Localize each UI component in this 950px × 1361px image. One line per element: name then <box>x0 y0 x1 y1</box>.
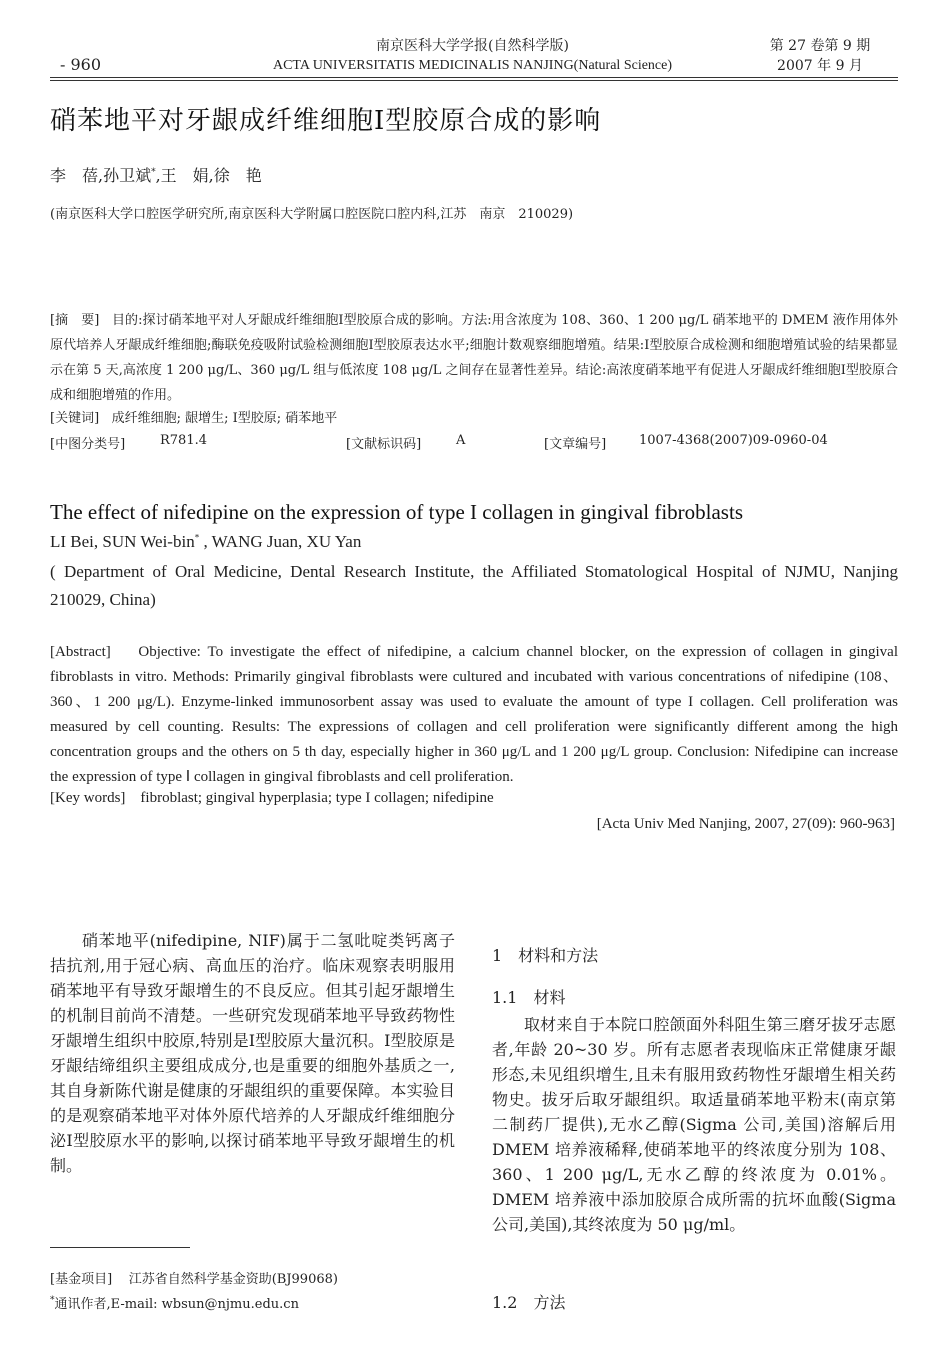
journal-title-cn: 南京医科大学学报(自然科学版) <box>376 38 569 54</box>
footnote-fund <box>50 1268 338 1287</box>
authors-cn <box>50 163 262 186</box>
fund-text: 江苏省自然科学基金资助(BJ99068) <box>128 1272 338 1287</box>
corr-text: 通讯作者,E-mail: wbsun@njmu.edu.cn <box>54 1297 299 1312</box>
section-heading-1-1: 1.1 材料 <box>492 988 566 1007</box>
affiliation-en: ( Department of Oral Medicine, Dental Research Institute, the Affiliated Stomatological Hospital of NJMU, Nanjing 210029, China) <box>50 562 898 609</box>
authors-cn-part-b: ,王 娟,徐 艳 <box>155 166 262 185</box>
clc-value: R781.4 <box>160 433 208 448</box>
header-rule-bottom <box>50 80 898 81</box>
doc-code-label: [文献标识码] <box>346 437 422 452</box>
page-number: - 960 <box>60 55 102 74</box>
corresponding-mark-en: * <box>194 532 200 543</box>
authors-en-part-b: , WANG Juan, XU Yan <box>199 532 362 551</box>
abstract-cn-text: 目的:探讨硝苯地平对人牙龈成纤维细胞Ⅰ型胶原合成的影响。方法:用含浓度为 108、360、1 200 μg/L 硝苯地平的 DMEM 液作用体外原代培养人牙龈成纤维细胞;酶联免疫吸附试验检测细胞Ⅰ型胶原表达水平;细胞计数观察细胞增殖。结果:Ⅰ型胶原合成检测和细胞增殖试验的结果都显示在第 5 天,高浓度 1 200 μg/L、360 μg/L 组与低浓度 108 μg/L 之间存在显著性差异。结论:高浓度硝苯地平有促进人牙龈成纤维细胞Ⅰ型胶原合成和细胞增殖的作用。 <box>50 313 898 403</box>
section-heading-1: 1 材料和方法 <box>492 946 599 965</box>
abstract-cn <box>50 308 898 408</box>
body-right-column <box>492 1012 896 1237</box>
materials-paragraph: 取材来自于本院口腔颌面外科阻生第三磨牙拔牙志愿者,年龄 20~30 岁。所有志愿者表现临床正常健康牙龈形态,未见组织增生,且未有服用致药物性牙龈增生相关药物史。拔牙后取牙龈组织。取适量硝苯地平粉末(南京第二制药厂提供),无水乙醇(Sigma 公司,美国)溶解后用 DMEM 培养液稀释,使硝苯地平的终浓度分别为 108、360、1 200 μg/L,无水乙醇的终浓度为 0.01%。DMEM 培养液中添加胶原合成所需的抗坏血酸(Sigma 公司,美国),其终浓度为 50 μg/ml。 <box>492 1015 896 1234</box>
citation: [Acta Univ Med Nanjing, 2007, 27(09): 960-963] <box>596 816 895 832</box>
abstract-cn-label: [摘 要] <box>50 313 100 328</box>
section-heading-1-2: 1.2 方法 <box>492 1293 566 1312</box>
footnote-corresponding <box>50 1293 299 1312</box>
article-title-cn: 硝苯地平对牙龈成纤维细胞Ⅰ型胶原合成的影响 <box>50 106 602 136</box>
corr-star: * <box>50 1295 55 1306</box>
authors-en-part-a: LI Bei, SUN Wei-bin <box>50 532 195 551</box>
keywords-en-text: fibroblast; gingival hyperplasia; type I collagen; nifedipine <box>140 790 494 806</box>
authors-cn-part-a: 李 蓓,孙卫斌 <box>50 166 152 185</box>
clc-label: [中图分类号] <box>50 437 126 452</box>
keywords-en-label: [Key words] <box>50 790 126 806</box>
journal-title-en: ACTA UNIVERSITATIS MEDICINALIS NANJING(Natural Science) <box>272 58 673 73</box>
body-left-column <box>50 928 455 1178</box>
affiliation-cn: (南京医科大学口腔医学研究所,南京医科大学附属口腔医院口腔内科,江苏 南京 210029) <box>50 207 574 222</box>
footnote-rule <box>50 1247 190 1248</box>
keywords-cn-label: [关键词] <box>50 411 100 426</box>
article-no-label: [文章编号] <box>544 437 607 452</box>
corresponding-mark: * <box>151 167 156 178</box>
abstract-en-text: Objective: To investigate the effect of nifedipine, a calcium channel blocker, on the expression of collagen in gingival fibroblasts in vitro. Methods: Primarily gingival fibroblasts were cultured and incubated with various concentrations of nifedipine (108、360、1 200 μg/L). Enzyme-linked immunosorbent assay was used to evaluate the amount of type I collagen. Cell proliferation was measured by cell counting. Results: The expressions of collagen and cell proliferation were significantly different among the high concentration groups and the others on 5 th day, especially higher in 360 μg/L and 1 200 μg/L group. Conclusion: Nifedipine can increase the expression of type Ⅰ collagen in gingival fibroblasts and cell proliferation. <box>50 644 899 785</box>
article-no-value: 1007-4368(2007)09-0960-04 <box>639 433 828 448</box>
abstract-en-label: [Abstract] <box>50 644 111 660</box>
keywords-en <box>50 790 494 807</box>
keywords-cn <box>50 406 898 431</box>
fund-label: [基金项目] <box>50 1272 113 1287</box>
volume-issue: 第 27 卷第 9 期 <box>769 38 871 54</box>
keywords-cn-text: 成纤维细胞; 龈增生; Ⅰ型胶原; 硝苯地平 <box>111 411 338 426</box>
doc-code-value: A <box>456 433 466 448</box>
article-title-en: The effect of nifedipine on the expression of type I collagen in gingival fibroblasts <box>50 500 743 524</box>
intro-paragraph: 硝苯地平(nifedipine, NIF)属于二氢吡啶类钙离子拮抗剂,用于冠心病、高血压的治疗。临床观察表明服用硝苯地平有导致牙龈增生的不良反应。但其引起牙龈增生的机制目前尚不清楚。一些研究发现硝苯地平导致药物性牙龈增生组织中胶原,特别是Ⅰ型胶原大量沉积。Ⅰ型胶原是牙龈结缔组织主要组成成分,也是重要的细胞外基质之一,其自身新陈代谢是健康的牙龈组织的重要保障。本实验目的是观察硝苯地平对体外原代培养的人牙龈成纤维细胞分泌Ⅰ型胶原水平的影响,以探讨硝苯地平导致牙龈增生的机制。 <box>50 931 455 1175</box>
header-rule-top <box>50 77 898 78</box>
classification-row <box>50 433 898 453</box>
abstract-en <box>50 640 898 790</box>
publication-date: 2007 年 9 月 <box>777 58 863 74</box>
authors-en <box>50 532 361 552</box>
